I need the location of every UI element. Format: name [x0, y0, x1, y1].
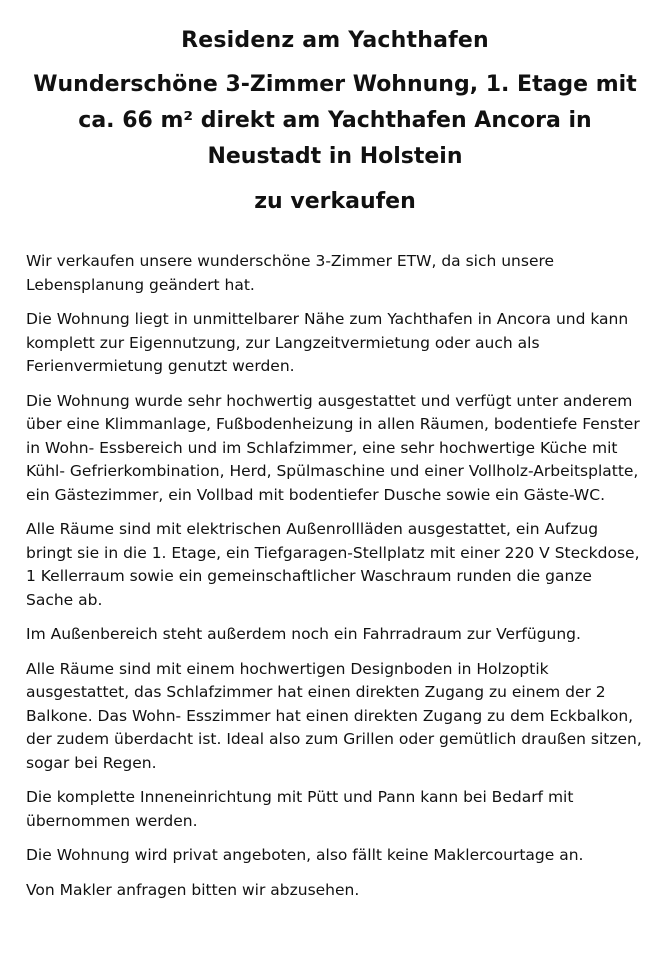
document-title: Residenz am Yachthafen — [181, 28, 489, 53]
paragraph: Die Wohnung wird privat angeboten, also fällt keine Maklercourtage an. — [26, 846, 584, 864]
paragraph: Von Makler anfragen bitten wir abzusehen. — [26, 880, 360, 899]
paragraph: Alle Räume sind mit einem hochwertigen Designboden in Holzoptik ausgestattet, das Schlafzimmer hat einen direkten Zugang zu einem der 2 Balkone. Das Wohn- Esszimmer hat einen direkten Zugang zu dem Eckbalkon, der zudem überdacht ist. Ideal also zum Grillen oder gemütlich draußen sitzen, sogar bei Regen. — [26, 659, 642, 772]
paragraph: Die komplette Inneneinrichtung mit Pütt und Pann kann bei Bedarf mit übernommen werden. — [26, 788, 574, 830]
paragraph: Im Außenbereich steht außerdem noch ein Fahrradraum zur Verfügung. — [26, 625, 581, 643]
subline: zu verkaufen — [254, 189, 416, 214]
paragraph: Alle Räume sind mit elektrischen Außenrollläden ausgestattet, ein Aufzug bringt sie in die 1. Etage, ein Tiefgaragen-Stellplatz mit einer 220 V Steckdose, 1 Kellerraum sowie ein gemeinschaftlicher Waschraum runden die ganze Sache ab. — [26, 520, 640, 609]
document-body — [26, 250, 644, 902]
paragraph: Die Wohnung wurde sehr hochwertig ausgestattet und verfügt unter anderem über eine Klimmanlage, Fußbodenheizung in allen Räumen, bodentiefe Fenster in Wohn- Essbereich und im Schlafzimmer, eine sehr hochwertige Küche mit Kühl- Gefrierkombination, Herd, Spülmaschine und einer Vollholz-Arbeitsplatte, ein Gästezimmer, ein Vollbad mit bodentiefer Dusche sowie ein Gäste-WC. — [26, 391, 640, 504]
paragraph: Die Wohnung liegt in unmittelbarer Nähe zum Yachthafen in Ancora und kann komplett zur Eigennutzung, zur Langzeitvermietung oder auch als Ferienvermietung genutzt werden. — [26, 310, 629, 375]
paragraph: Wir verkaufen unsere wunderschöne 3-Zimmer ETW, da sich unsere Lebensplanung geändert hat. — [26, 252, 555, 294]
header — [26, 28, 644, 214]
headline: Wunderschöne 3-Zimmer Wohnung, 1. Etage mit ca. 66 m² direkt am Yachthafen Ancora in Neustadt in Holstein — [33, 72, 637, 169]
